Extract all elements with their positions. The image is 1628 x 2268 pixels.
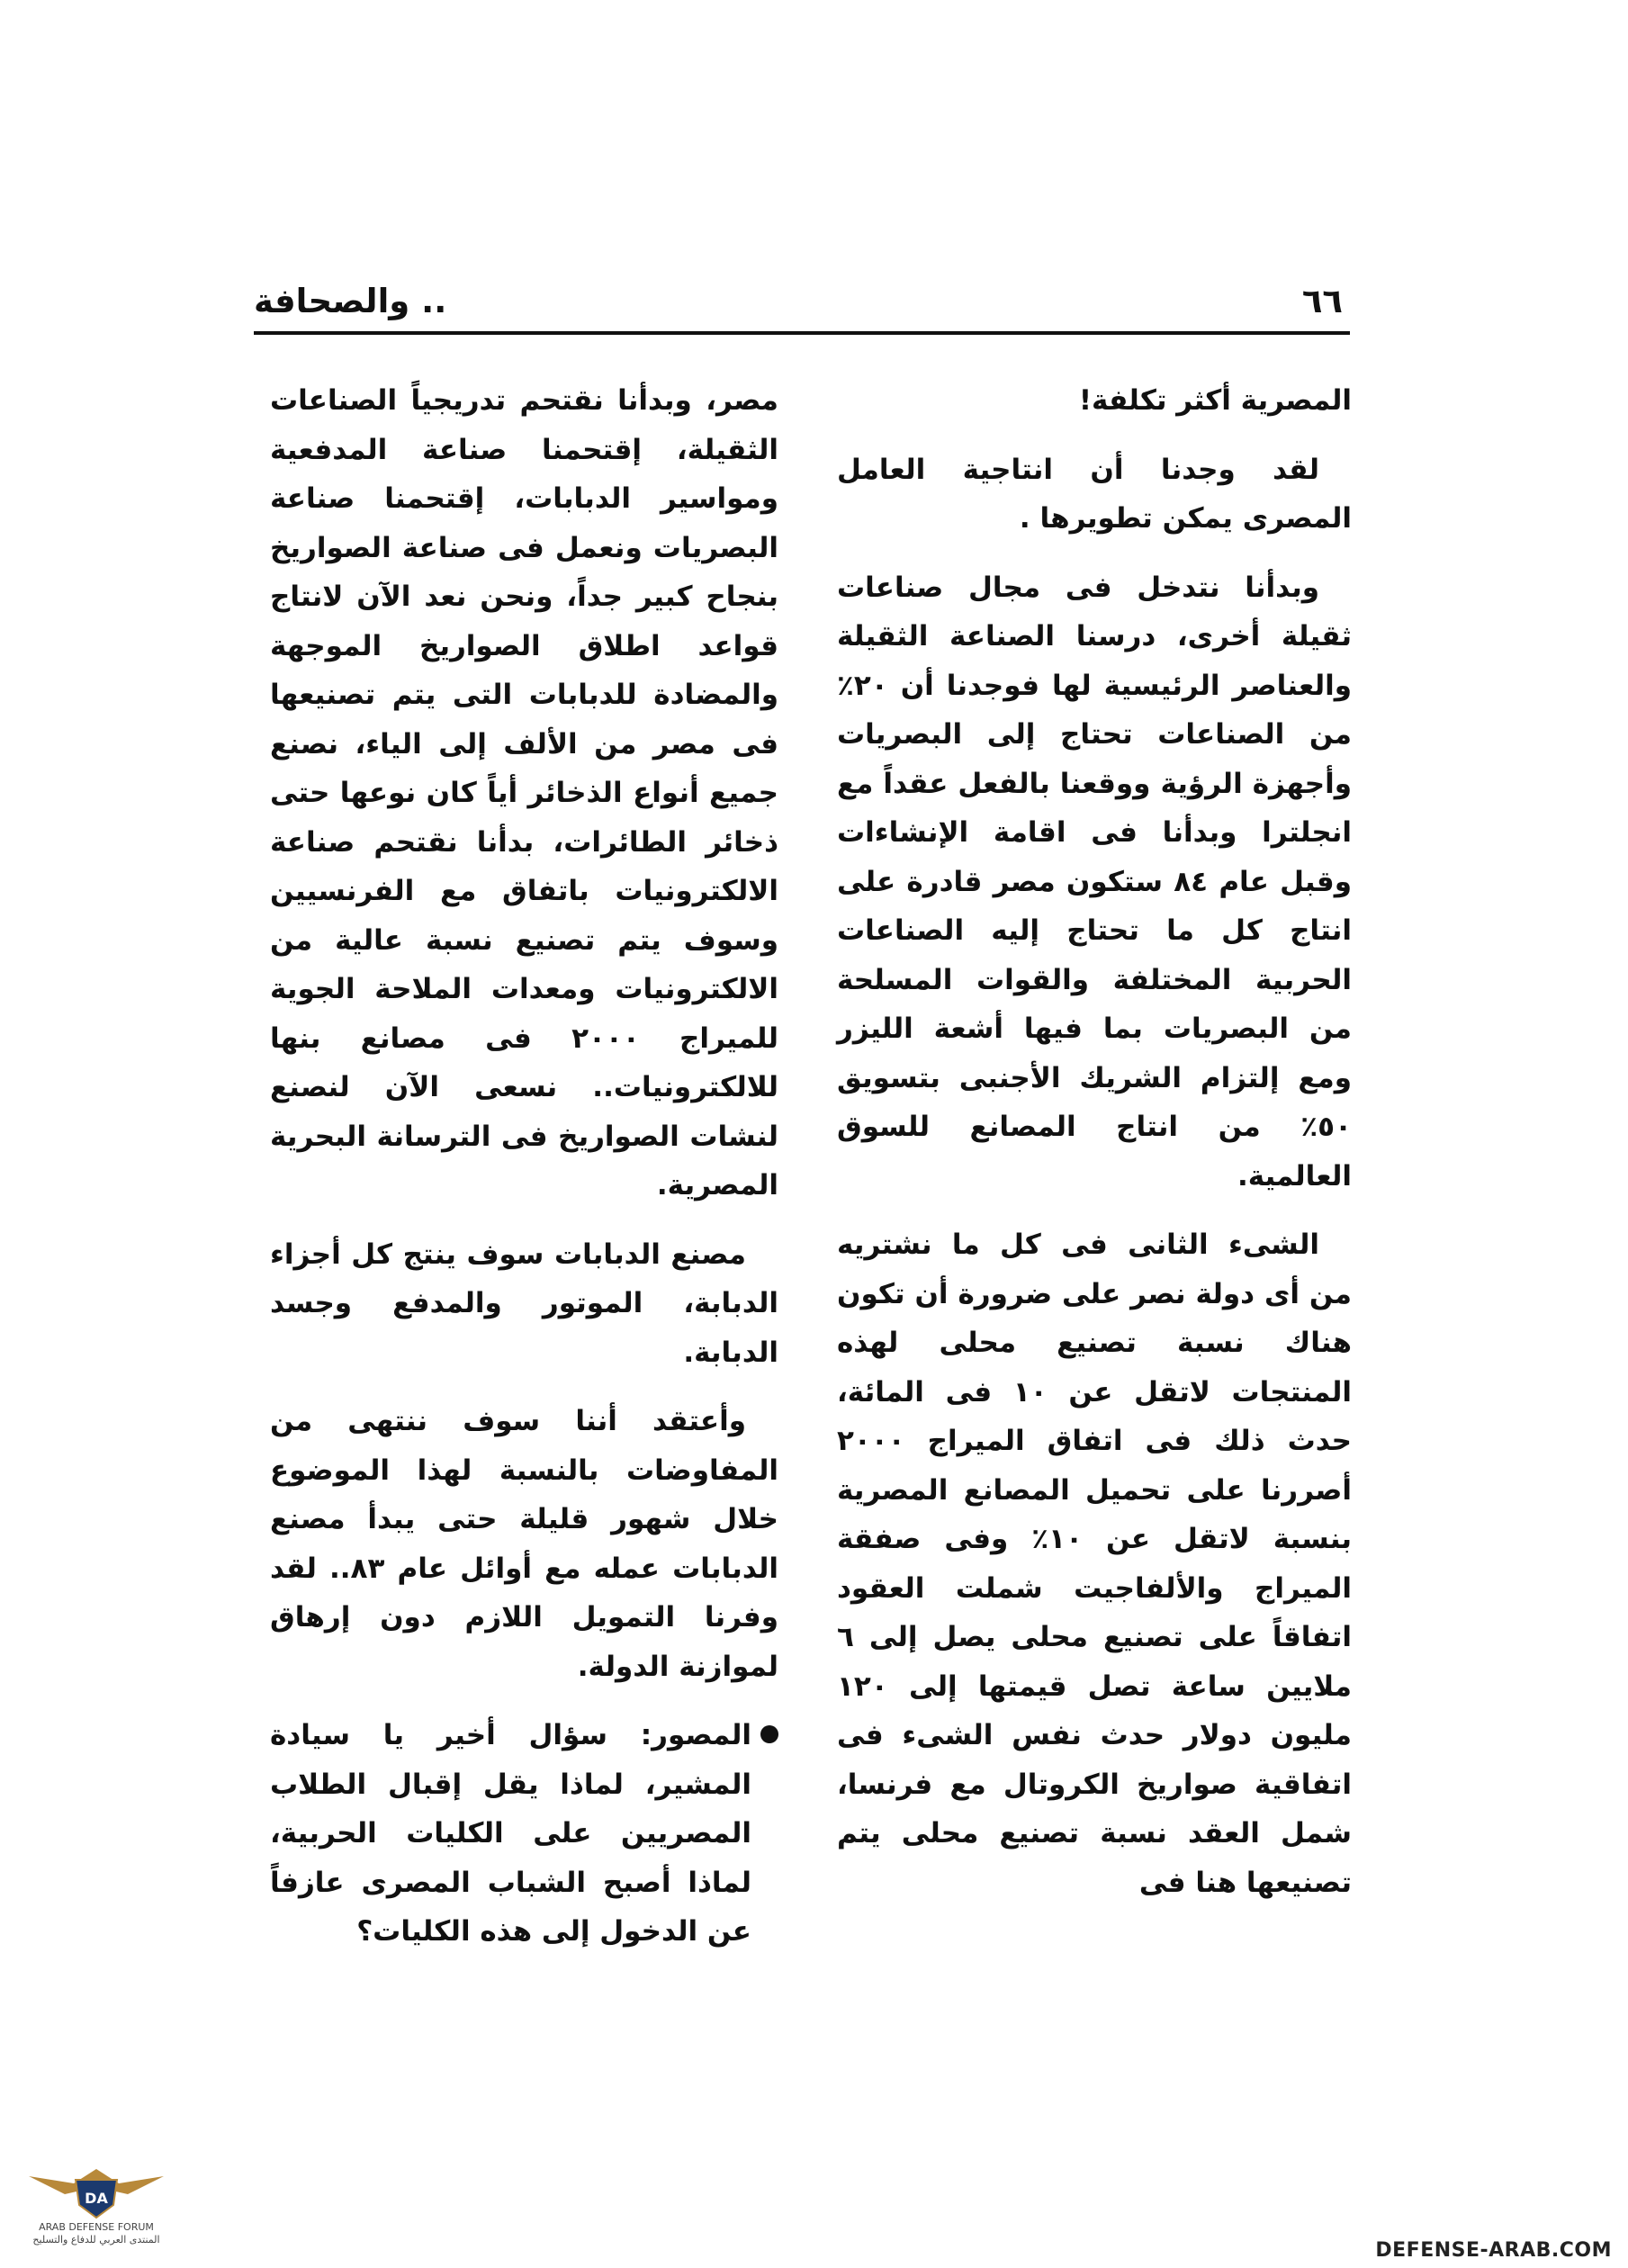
page-number: ٦٦ [1301, 282, 1343, 320]
paragraph: مصنع الدبابات سوف ينتج كل أجزاء الدبابة، الموتور والمدفع وجسد الدبابة. [270, 1238, 778, 1369]
paragraph: لقد وجدنا أن انتاجية العامل المصرى يمكن تطويرها . [837, 453, 1352, 535]
eagle-shield-icon [20, 2160, 173, 2223]
bullet-icon [760, 1725, 778, 1743]
page-header [254, 266, 1350, 329]
header-divider [254, 331, 1350, 335]
right-column [837, 376, 1352, 1927]
question-text: المصور: سؤال أخير يا سيادة المشير، لماذا يقل إقبال الطلاب المصريين على الكليات الحربية، لماذا أصبح الشباب المصرى عازفاً عن الدخول إلى هذه الكليات؟ [270, 1719, 751, 1948]
left-column [270, 376, 778, 1957]
svg-text:DA: DA [85, 2190, 108, 2207]
paragraph: وبدأنا نتدخل فى مجال صناعات ثقيلة أخرى، درسنا الصناعة الثقيلة والعناصر الرئيسية لها فوجدنا أن ٢٠٪ من الصناعات تحتاج إلى البصريات وأجهزة الرؤية ووقعنا بالفعل عقداً مع انجلترا وبدأنا فى اقامة الإنشاءات وقبل عام ٨٤ ستكون مصر قادرة على انتاج كل ما تحتاج إليه الصناعات الحربية المختلفة والقوات المسلحة من البصريات بما فيها أشعة الليزر ومع إلتزام الشريك الأجنبى بتسويق ٥٠٪ من انتاج المصانع للسوق العالمية. [837, 571, 1353, 1192]
forum-logo [20, 2160, 173, 2259]
site-watermark: DEFENSE-ARAB.COM [1375, 2239, 1612, 2262]
interview-question [270, 1711, 778, 1957]
paragraph: مصر، وبدأنا نقتحم تدريجياً الصناعات الثقيلة، إقتحمنا صناعة المدفعية ومواسير الدبابات، إقتحمنا صناعة البصريات ونعمل فى صناعة الصواريخ بنجاح كبير جداً، ونحن نعد الآن لانتاج قواعد اطلاق الصواريخ الموجهة والمضادة للدبابات التى يتم تصنيعها فى مصر من الألف إلى الياء، نصنع جميع أنواع الذخائر أياً كان نوعها حتى ذخائر الطائرات، بدأنا نقتحم صناعة الالكترونيات باتفاق مع الفرنسيين وسوف يتم تصنيع نسبة عالية من الالكترونيات ومعدات الملاحة الجوية للميراج ٢٠٠٠ فى مصانع بنها للالكترونيات.. نسعى الآن لنصنع لنشات الصواريخ فى الترسانة البحرية المصرية. [270, 384, 778, 1202]
logo-caption [20, 2221, 173, 2246]
running-title: .. والصحافة [254, 282, 447, 320]
paragraph: وأعتقد أننا سوف ننتهى من المفاوضات بالنسبة لهذا الموضوع خلال شهور قليلة حتى يبدأ مصنع الدبابات عمله مع أوائل عام ٨٣.. لقد وفرنا التمويل اللازم دون إرهاق لموازنة الدولة. [270, 1405, 778, 1683]
logo-caption-english: ARAB DEFENSE FORUM [39, 2221, 154, 2233]
logo-caption-arabic: المنتدى العربي للدفاع والتسليح [32, 2234, 160, 2246]
paragraph: المصرية أكثر تكلفة! [1078, 384, 1352, 417]
paragraph: الشىء الثانى فى كل ما نشتريه من أى دولة نصر على ضرورة أن تكون هناك نسبة تصنيع محلى لهذه المنتجات لاتقل عن ١٠ فى المائة، حدث ذلك فى اتفاق الميراج ٢٠٠٠ أصررنا على تحميل المصانع المصرية بنسبة لاتقل عن ١٠٪ وفى صفقة الميراج والألفاجيت شملت العقود اتفاقاً على تصنيع محلى يصل إلى ٦ ملايين ساعة تصل قيمتها إلى ١٢٠ مليون دولار حدث نفس الشىء فى اتفاقية صواريخ الكروتال مع فرنسا، شمل العقد نسبة تصنيع محلى يتم تصنيعها هنا فى [837, 1228, 1352, 1899]
